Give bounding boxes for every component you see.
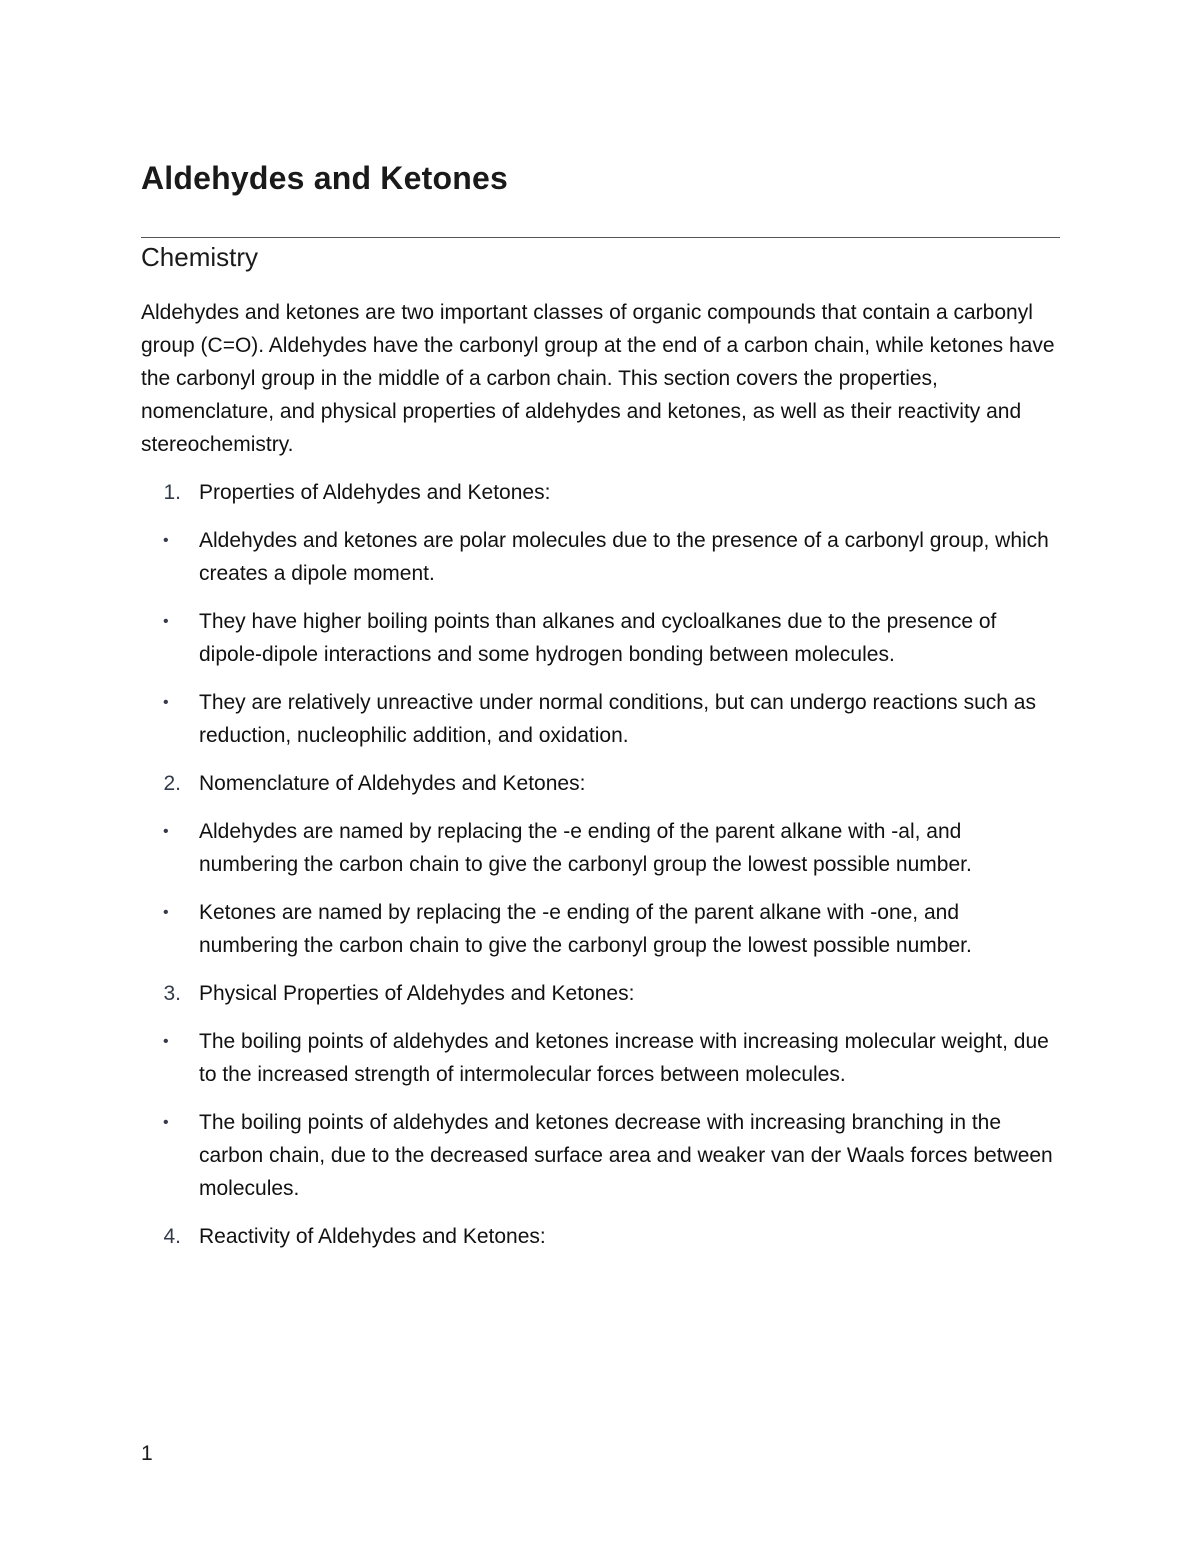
list-number: 4.: [163, 1225, 181, 1248]
bullet-item: [141, 524, 1060, 590]
bullet-icon: •: [163, 694, 169, 711]
list-number: 2.: [163, 772, 181, 795]
section-heading-text: Physical Properties of Aldehydes and Ketones:: [199, 982, 635, 1005]
document-body: [141, 296, 1060, 1268]
bullet-text: They have higher boiling points than alkanes and cycloalkanes due to the presence of dipole-dipole interactions and some hydrogen bonding between molecules.: [199, 610, 997, 666]
bullet-icon: •: [163, 904, 169, 921]
bullet-item: [141, 1025, 1060, 1091]
bullet-item: [141, 1106, 1060, 1205]
bullet-item: [141, 896, 1060, 962]
title-divider: [141, 237, 1060, 238]
bullet-text: Ketones are named by replacing the -e ending of the parent alkane with -one, and numbering the carbon chain to give the carbonyl group the lowest possible number.: [199, 901, 972, 957]
numbered-item-4: [141, 1220, 1060, 1253]
bullet-text: They are relatively unreactive under normal conditions, but can undergo reactions such as reduction, nucleophilic addition, and oxidation.: [199, 691, 1036, 747]
section-heading-text: Properties of Aldehydes and Ketones:: [199, 481, 551, 504]
bullet-icon: •: [163, 823, 169, 840]
bullet-item: [141, 815, 1060, 881]
section-heading-text: Reactivity of Aldehydes and Ketones:: [199, 1225, 546, 1248]
section-heading-text: Nomenclature of Aldehydes and Ketones:: [199, 772, 586, 795]
subject-heading: Chemistry: [141, 242, 259, 272]
list-number: 1.: [163, 481, 181, 504]
list-number: 3.: [163, 982, 181, 1005]
bullet-text: The boiling points of aldehydes and ketones increase with increasing molecular weight, due to the increased strength of intermolecular forces between molecules.: [199, 1030, 1049, 1086]
bullet-icon: •: [163, 1033, 169, 1050]
bullet-text: The boiling points of aldehydes and ketones decrease with increasing branching in the carbon chain, due to the decreased surface area and weaker van der Waals forces between molecules.: [199, 1111, 1053, 1200]
numbered-item-2: [141, 767, 1060, 800]
bullet-item: [141, 686, 1060, 752]
intro-paragraph: Aldehydes and ketones are two important classes of organic compounds that contain a carbonyl group (C=O). Aldehydes have the carbonyl group at the end of a carbon chain, while ketones have the carbonyl group in the middle of a carbon chain. This section covers the properties, nomenclature, and physical properties of aldehydes and ketones, as well as their reactivity and stereochemistry.: [141, 301, 1055, 456]
document-title: Aldehydes and Ketones: [141, 160, 508, 196]
numbered-item-3: [141, 977, 1060, 1010]
bullet-text: Aldehydes are named by replacing the -e ending of the parent alkane with -al, and numbering the carbon chain to give the carbonyl group the lowest possible number.: [199, 820, 972, 876]
bullet-text: Aldehydes and ketones are polar molecules due to the presence of a carbonyl group, which creates a dipole moment.: [199, 529, 1049, 585]
page-number: 1: [141, 1442, 153, 1465]
bullet-icon: •: [163, 613, 169, 630]
bullet-icon: •: [163, 532, 169, 549]
bullet-item: [141, 605, 1060, 671]
numbered-item-1: [141, 476, 1060, 509]
bullet-icon: •: [163, 1114, 169, 1131]
